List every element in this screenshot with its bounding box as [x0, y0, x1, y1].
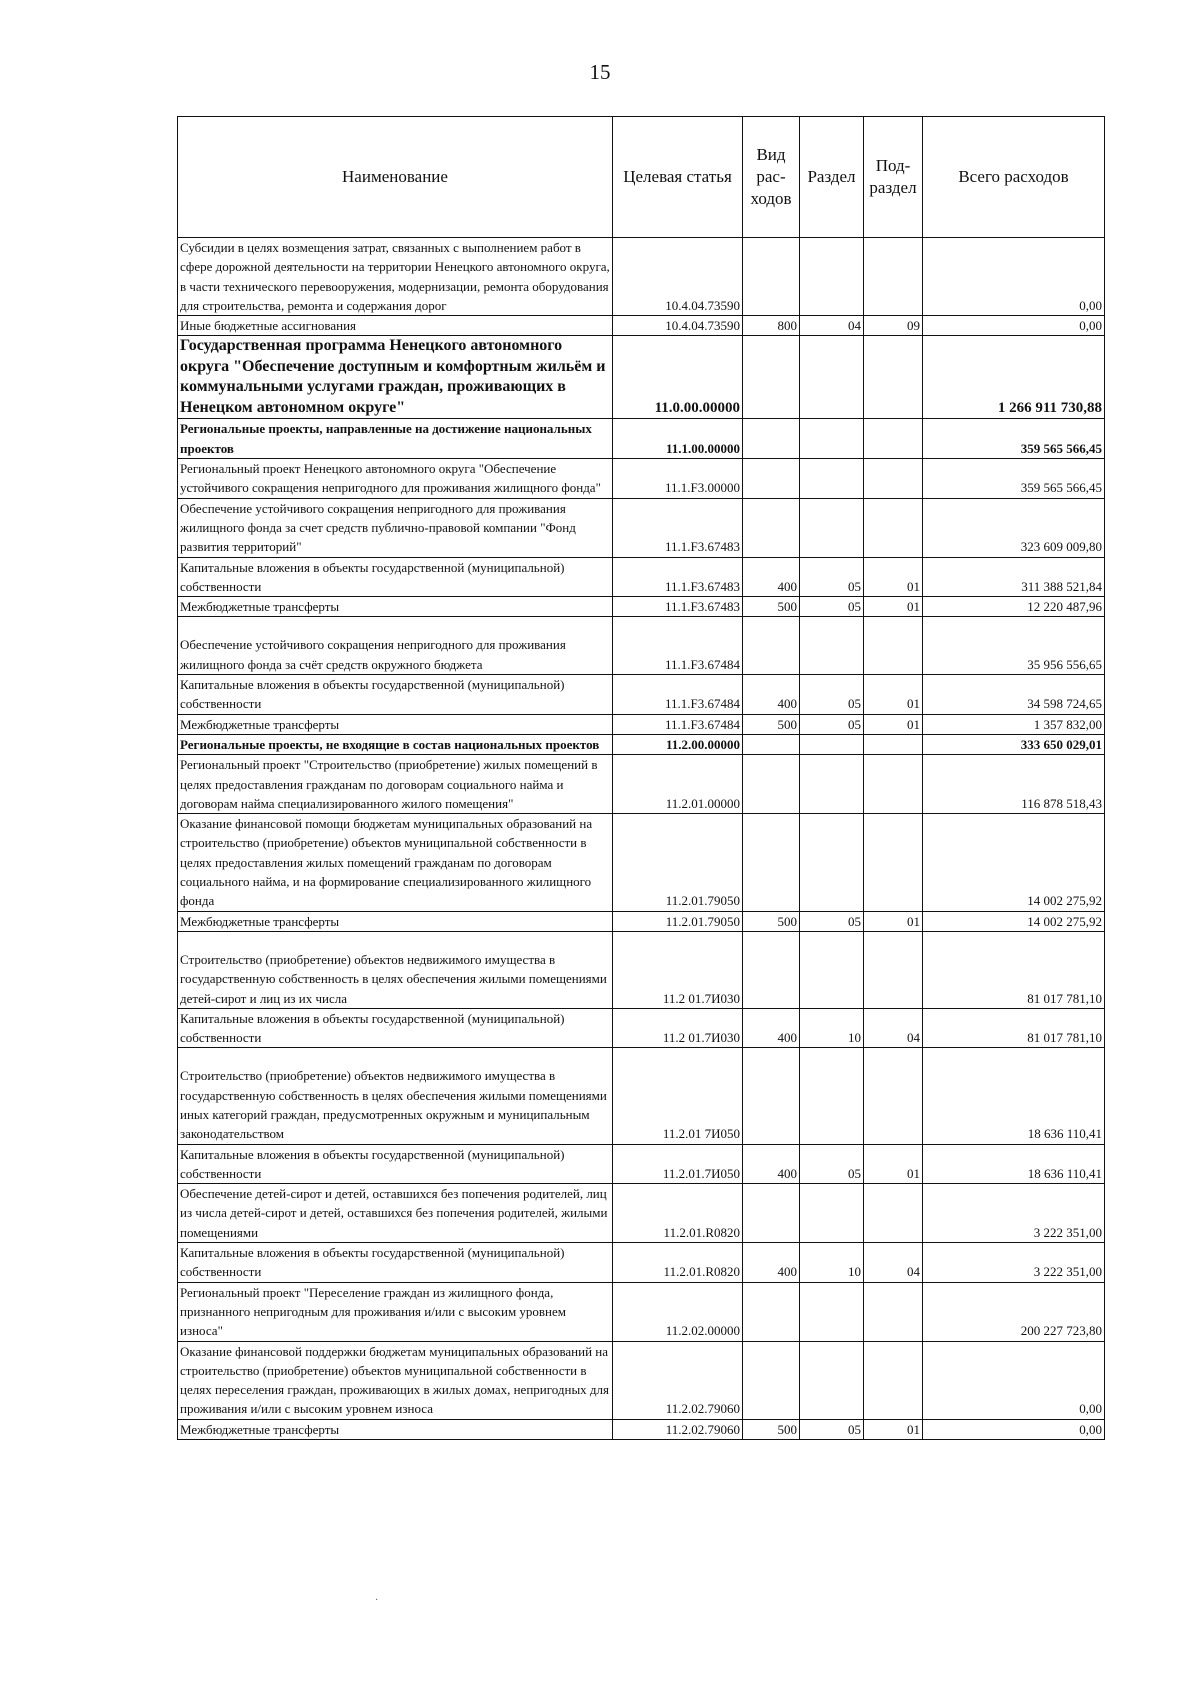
row-section: [800, 1282, 864, 1341]
row-expense-type: [743, 336, 800, 419]
row-expense-type: [743, 617, 800, 675]
row-name: Строительство (приобретение) объектов недвижимого имущества в государственную собственность в целях обеспечения жилыми помещениями детей-сирот и лиц из их числа: [178, 931, 613, 1008]
row-expense-type: [743, 1048, 800, 1144]
row-total: 0,00: [923, 238, 1105, 316]
row-total: 35 956 556,65: [923, 617, 1105, 675]
row-total: 14 002 275,92: [923, 814, 1105, 911]
row-expense-type: [743, 459, 800, 499]
row-expense-type: [743, 814, 800, 911]
table-row: [178, 755, 1105, 814]
row-section: 10: [800, 1243, 864, 1283]
row-subsection: [864, 814, 923, 911]
row-name: Обеспечение устойчивого сокращения непригодного для проживания жилищного фонда за счет средств публично-правовой компании "Фонд развития территорий": [178, 498, 613, 557]
row-total: 0,00: [923, 316, 1105, 336]
scan-speck: ·: [375, 1595, 379, 1606]
row-name: Субсидии в целях возмещения затрат, связанных с выполнением работ в сфере дорожной деятельности на территории Ненецкого автономного округа, в части технического перевооружения, модернизации, ремонта оборудования для строительства, ремонта и содержания дорог: [178, 238, 613, 316]
row-name: Региональный проект "Переселение граждан из жилищного фонда, признанного непригодным для проживания и/или с высоким уровнем износа": [178, 1282, 613, 1341]
row-total: 1 266 911 730,88: [923, 336, 1105, 419]
row-code: 11.2.01.7И050: [613, 1144, 743, 1184]
row-section: 05: [800, 557, 864, 597]
row-code: 11.2.02.79060: [613, 1419, 743, 1439]
row-total: 116 878 518,43: [923, 755, 1105, 814]
header-subsection: Под-раздел: [864, 117, 923, 238]
header-expense-type: Вид рас-ходов: [743, 117, 800, 238]
row-name: Строительство (приобретение) объектов недвижимого имущества в государственную собственность в целях обеспечения жилыми помещениями иных категорий граждан, предусмотренных окружным и муниципальным законодательством: [178, 1048, 613, 1144]
table-row: [178, 675, 1105, 715]
row-name: Региональные проекты, не входящие в состав национальных проектов: [178, 734, 613, 754]
row-expense-type: [743, 931, 800, 1008]
row-expense-type: 400: [743, 1008, 800, 1048]
row-subsection: [864, 931, 923, 1008]
budget-table: [177, 116, 1105, 1440]
row-section: [800, 336, 864, 419]
row-expense-type: 500: [743, 714, 800, 734]
row-expense-type: [743, 1282, 800, 1341]
table-row: [178, 1184, 1105, 1243]
row-total: 323 609 009,80: [923, 498, 1105, 557]
row-subsection: [864, 1341, 923, 1419]
row-code: 11.2.01.79050: [613, 814, 743, 911]
row-name: Капитальные вложения в объекты государственной (муниципальной) собственности: [178, 675, 613, 715]
row-total: 18 636 110,41: [923, 1048, 1105, 1144]
row-code: 11.2.01 7И050: [613, 1048, 743, 1144]
row-name: Государственная программа Ненецкого автономного округа "Обеспечение доступным и комфортным жильём и коммунальными услугами граждан, проживающих в Ненецком автономном округе": [178, 336, 613, 419]
row-subsection: [864, 336, 923, 419]
table-row: [178, 911, 1105, 931]
row-expense-type: 400: [743, 557, 800, 597]
header-target-article: Целевая статья: [613, 117, 743, 238]
row-code: 11.2.01.R0820: [613, 1243, 743, 1283]
table-row: [178, 459, 1105, 499]
row-name: Иные бюджетные ассигнования: [178, 316, 613, 336]
row-section: [800, 1048, 864, 1144]
row-expense-type: 400: [743, 675, 800, 715]
row-name: Межбюджетные трансферты: [178, 911, 613, 931]
row-subsection: 01: [864, 714, 923, 734]
row-section: [800, 755, 864, 814]
row-section: [800, 1184, 864, 1243]
row-total: 81 017 781,10: [923, 1008, 1105, 1048]
row-total: 200 227 723,80: [923, 1282, 1105, 1341]
row-name: Межбюджетные трансферты: [178, 1419, 613, 1439]
table-row: [178, 498, 1105, 557]
row-total: 1 357 832,00: [923, 714, 1105, 734]
table-row: [178, 1144, 1105, 1184]
table-row: [178, 1341, 1105, 1419]
table-row: [178, 597, 1105, 617]
row-subsection: 04: [864, 1243, 923, 1283]
row-expense-type: 400: [743, 1243, 800, 1283]
row-expense-type: 500: [743, 911, 800, 931]
table-header-row: [178, 117, 1105, 238]
row-subsection: [864, 734, 923, 754]
row-name: Капитальные вложения в объекты государственной (муниципальной) собственности: [178, 1008, 613, 1048]
row-code: 11.1.F3.67484: [613, 617, 743, 675]
row-subsection: [864, 498, 923, 557]
row-expense-type: [743, 1341, 800, 1419]
row-code: 11.2.01.R0820: [613, 1184, 743, 1243]
table-row: [178, 714, 1105, 734]
row-name: Межбюджетные трансферты: [178, 714, 613, 734]
row-expense-type: [743, 419, 800, 459]
row-subsection: 01: [864, 557, 923, 597]
row-code: 11.0.00.00000: [613, 336, 743, 419]
row-total: 14 002 275,92: [923, 911, 1105, 931]
row-code: 11.1.F3.67484: [613, 675, 743, 715]
row-code: 10.4.04.73590: [613, 238, 743, 316]
row-expense-type: 400: [743, 1144, 800, 1184]
row-code: 11.1.F3.67483: [613, 557, 743, 597]
row-name: Капитальные вложения в объекты государственной (муниципальной) собственности: [178, 1144, 613, 1184]
row-section: [800, 498, 864, 557]
row-subsection: [864, 238, 923, 316]
table-row: [178, 814, 1105, 911]
row-section: [800, 1341, 864, 1419]
row-expense-type: 500: [743, 1419, 800, 1439]
row-subsection: [864, 1282, 923, 1341]
row-section: [800, 931, 864, 1008]
row-subsection: 01: [864, 675, 923, 715]
row-section: 05: [800, 714, 864, 734]
table-row: [178, 1419, 1105, 1439]
table-row: [178, 419, 1105, 459]
table-row: [178, 1282, 1105, 1341]
row-subsection: 01: [864, 597, 923, 617]
row-total: 359 565 566,45: [923, 459, 1105, 499]
header-section: Раздел: [800, 117, 864, 238]
row-total: 311 388 521,84: [923, 557, 1105, 597]
row-total: 18 636 110,41: [923, 1144, 1105, 1184]
row-expense-type: [743, 734, 800, 754]
row-expense-type: [743, 238, 800, 316]
row-subsection: 04: [864, 1008, 923, 1048]
row-section: 05: [800, 675, 864, 715]
table-row: [178, 617, 1105, 675]
row-code: 11.2.00.00000: [613, 734, 743, 754]
row-expense-type: 800: [743, 316, 800, 336]
row-section: 05: [800, 911, 864, 931]
row-name: Обеспечение детей-сирот и детей, оставшихся без попечения родителей, лиц из числа детей-сирот и детей, оставшихся без попечения родителей, жилыми помещениями: [178, 1184, 613, 1243]
row-expense-type: 500: [743, 597, 800, 617]
row-name: Региональный проект "Строительство (приобретение) жилых помещений в целях предоставления гражданам по договорам социального найма и договорам найма специализированного жилого помещения": [178, 755, 613, 814]
row-total: 34 598 724,65: [923, 675, 1105, 715]
row-name: Региональный проект Ненецкого автономного округа "Обеспечение устойчивого сокращения непригодного для проживания жилищного фонда": [178, 459, 613, 499]
row-section: [800, 459, 864, 499]
row-code: 11.2 01.7И030: [613, 931, 743, 1008]
row-code: 11.2.02.00000: [613, 1282, 743, 1341]
row-name: Обеспечение устойчивого сокращения непригодного для проживания жилищного фонда за счёт средств окружного бюджета: [178, 617, 613, 675]
row-expense-type: [743, 1184, 800, 1243]
row-subsection: 01: [864, 1144, 923, 1184]
row-code: 11.1.F3.00000: [613, 459, 743, 499]
row-section: 10: [800, 1008, 864, 1048]
row-subsection: 09: [864, 316, 923, 336]
table-row: [178, 1008, 1105, 1048]
row-code: 11.2 01.7И030: [613, 1008, 743, 1048]
header-total: Всего расходов: [923, 117, 1105, 238]
row-code: 11.1.F3.67483: [613, 498, 743, 557]
table-row: [178, 1243, 1105, 1283]
table-row: [178, 557, 1105, 597]
row-section: 05: [800, 1144, 864, 1184]
row-code: 10.4.04.73590: [613, 316, 743, 336]
row-section: [800, 617, 864, 675]
table-row: [178, 336, 1105, 419]
row-code: 11.2.01.00000: [613, 755, 743, 814]
row-subsection: [864, 419, 923, 459]
row-total: 0,00: [923, 1341, 1105, 1419]
row-subsection: [864, 617, 923, 675]
row-section: 04: [800, 316, 864, 336]
row-total: 3 222 351,00: [923, 1243, 1105, 1283]
row-section: 05: [800, 597, 864, 617]
header-name: Наименование: [178, 117, 613, 238]
row-subsection: 01: [864, 911, 923, 931]
table-row: [178, 931, 1105, 1008]
row-code: 11.2.01.79050: [613, 911, 743, 931]
row-total: 81 017 781,10: [923, 931, 1105, 1008]
row-name: Капитальные вложения в объекты государственной (муниципальной) собственности: [178, 557, 613, 597]
row-expense-type: [743, 498, 800, 557]
table-row: [178, 316, 1105, 336]
row-total: 0,00: [923, 1419, 1105, 1439]
row-code: 11.1.F3.67484: [613, 714, 743, 734]
row-subsection: [864, 755, 923, 814]
row-code: 11.1.00.00000: [613, 419, 743, 459]
row-section: [800, 419, 864, 459]
row-section: 05: [800, 1419, 864, 1439]
table-row: [178, 734, 1105, 754]
row-code: 11.2.02.79060: [613, 1341, 743, 1419]
table-row: [178, 238, 1105, 316]
row-subsection: [864, 459, 923, 499]
table-row: [178, 1048, 1105, 1144]
row-name: Оказание финансовой помощи бюджетам муниципальных образований на строительство (приобретение) объектов муниципальной собственности в целях предоставления жилых помещений гражданам по договорам социального найма, и на формирование специализированного жилищного фонда: [178, 814, 613, 911]
row-total: 12 220 487,96: [923, 597, 1105, 617]
row-total: 333 650 029,01: [923, 734, 1105, 754]
row-section: [800, 734, 864, 754]
row-expense-type: [743, 755, 800, 814]
row-subsection: [864, 1184, 923, 1243]
row-subsection: [864, 1048, 923, 1144]
row-name: Оказание финансовой поддержки бюджетам муниципальных образований на строительство (приобретение) объектов муниципальной собственности в целях переселения граждан, проживающих в жилых домах, непригодных для проживания и/или с высоким уровнем износа: [178, 1341, 613, 1419]
row-code: 11.1.F3.67483: [613, 597, 743, 617]
row-section: [800, 238, 864, 316]
row-total: 3 222 351,00: [923, 1184, 1105, 1243]
row-name: Капитальные вложения в объекты государственной (муниципальной) собственности: [178, 1243, 613, 1283]
row-total: 359 565 566,45: [923, 419, 1105, 459]
row-section: [800, 814, 864, 911]
page-number: 15: [589, 60, 611, 84]
row-subsection: 01: [864, 1419, 923, 1439]
row-name: Региональные проекты, направленные на достижение национальных проектов: [178, 419, 613, 459]
row-name: Межбюджетные трансферты: [178, 597, 613, 617]
